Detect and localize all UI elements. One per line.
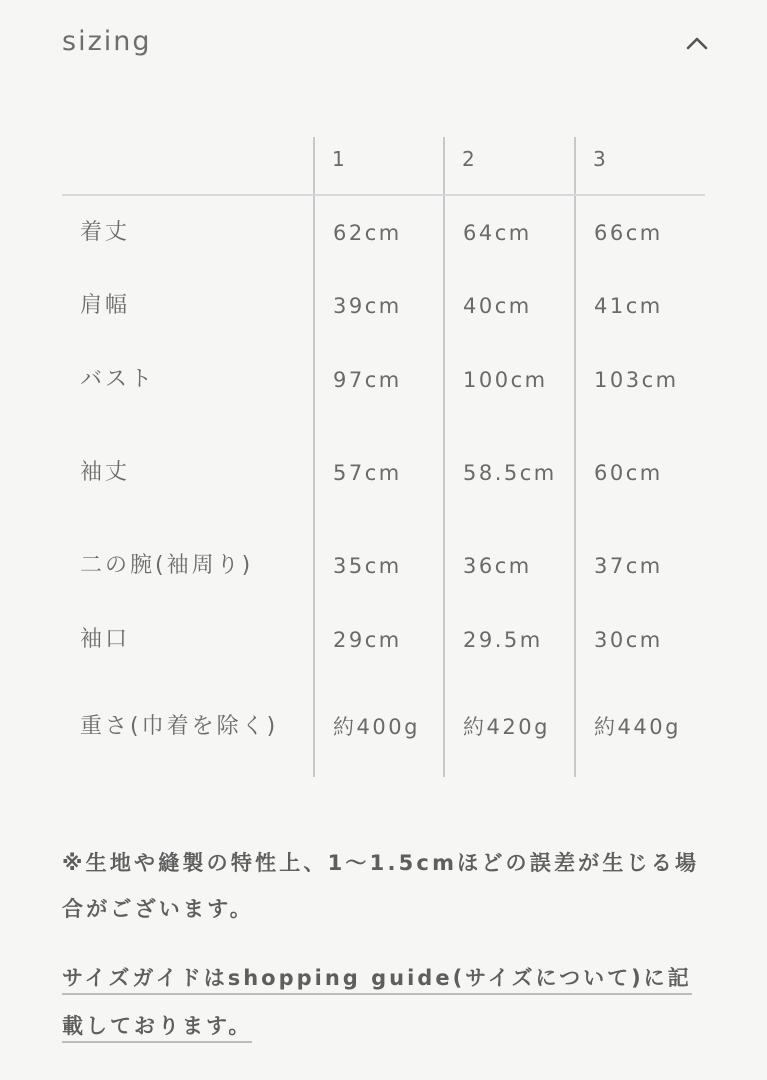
- table-row: [62, 195, 705, 269]
- table-cell: 約400g: [314, 677, 444, 777]
- table-cell: 97cm: [314, 343, 444, 417]
- measurement-tolerance-note: ※生地や縫製の特性上、1〜1.5cmほどの誤差が生じる場合がございます。: [62, 851, 700, 921]
- table-header-row: [62, 137, 705, 195]
- table-cell: 30cm: [575, 603, 705, 677]
- table-row: [62, 529, 705, 603]
- row-label: 二の腕(袖周り): [80, 553, 254, 578]
- row-label: 肩幅: [80, 293, 131, 318]
- table-cell: 36cm: [444, 529, 575, 603]
- size-guide-link[interactable]: サイズガイドはshopping guide(サイズについて)に記載しております。: [62, 966, 692, 1043]
- header-cell-size-2: 2: [444, 137, 575, 195]
- table-row: [62, 343, 705, 417]
- table-cell: 約440g: [575, 677, 705, 777]
- table-cell: 29cm: [314, 603, 444, 677]
- table-cell: 57cm: [314, 417, 444, 529]
- header-cell-size-1: 1: [314, 137, 444, 195]
- table-cell: 66cm: [575, 195, 705, 269]
- row-label: 着丈: [80, 219, 131, 245]
- table-cell: 35cm: [314, 529, 444, 603]
- table-cell: 62cm: [314, 195, 444, 269]
- section-title: sizing: [62, 26, 152, 57]
- table-cell: 41cm: [575, 269, 705, 343]
- table-row: [62, 603, 705, 677]
- header-cell-empty: [62, 137, 314, 195]
- table-row: [62, 269, 705, 343]
- table-row: [62, 417, 705, 529]
- row-label: バスト: [80, 367, 156, 392]
- table-cell: 29.5m: [444, 603, 575, 677]
- table-cell: 64cm: [444, 195, 575, 269]
- table-cell: 60cm: [575, 417, 705, 529]
- table-cell: 100cm: [444, 343, 575, 417]
- table-cell: 37cm: [575, 529, 705, 603]
- sizing-section-header[interactable]: [62, 0, 712, 90]
- size-table: [62, 137, 705, 777]
- table-cell: 39cm: [314, 269, 444, 343]
- row-label: 袖丈: [80, 460, 131, 485]
- table-cell: 58.5cm: [444, 417, 575, 529]
- row-label: 袖口: [80, 627, 131, 652]
- table-row: [62, 677, 705, 777]
- table-cell: 約420g: [444, 677, 575, 777]
- row-label: 重さ(巾着を除く): [80, 714, 279, 739]
- table-cell: 103cm: [575, 343, 705, 417]
- table-cell: 40cm: [444, 269, 575, 343]
- header-cell-size-3: 3: [575, 137, 705, 195]
- size-guide-text: [62, 954, 712, 1050]
- chevron-up-icon[interactable]: [682, 28, 712, 58]
